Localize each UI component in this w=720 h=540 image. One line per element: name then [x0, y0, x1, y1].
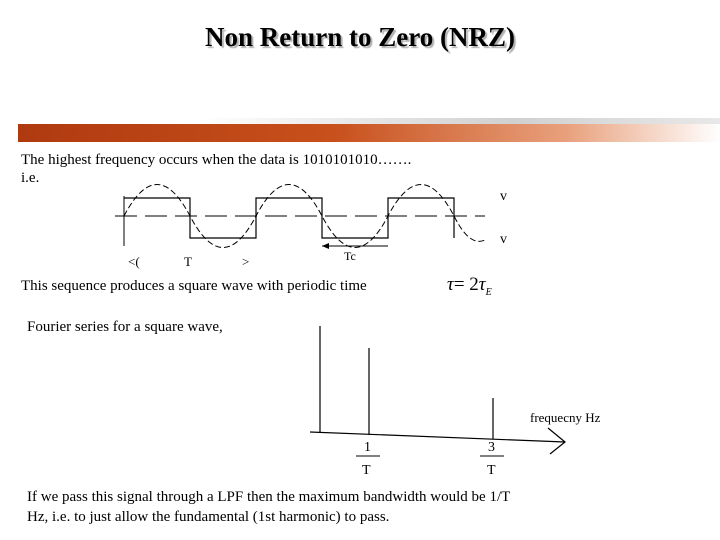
period-left-bracket: <( — [128, 254, 140, 269]
conclusion-line-1: If we pass this signal through a LPF then the maximum bandwidth would be 1/T — [27, 489, 511, 505]
period-formula — [447, 274, 492, 298]
v-bottom-label: v — [500, 232, 507, 247]
formula-sub: E — [485, 286, 492, 298]
spectrum-x-axis — [310, 432, 565, 442]
slide-title: Non Return to Zero (NRZ) — [205, 22, 515, 52]
intro-line: The highest frequency occurs when the data is 1010101010……. — [21, 152, 412, 168]
tc-arrowhead — [322, 243, 329, 249]
period-label: T — [184, 254, 192, 269]
tick1-denominator: T — [362, 463, 371, 478]
title-divider-bar — [18, 124, 720, 142]
v-top-label: v — [500, 189, 507, 204]
intro-ie: i.e. — [21, 170, 40, 186]
square-wave — [124, 198, 454, 238]
formula-rhs: τ — [478, 274, 486, 295]
sequence-text: This sequence produces a square wave with periodic time — [21, 278, 367, 294]
tick1-numerator: 1 — [364, 440, 371, 455]
spectrum-diagram — [300, 320, 640, 490]
tick2-denominator: T — [487, 463, 496, 478]
tick2-numerator: 3 — [488, 440, 495, 455]
tc-label: Tc — [344, 249, 356, 263]
nrz-waveform-diagram — [110, 180, 530, 272]
period-right-bracket: > — [242, 254, 250, 269]
fourier-text: Fourier series for a square wave, — [27, 319, 223, 335]
formula-eq: = 2 — [453, 274, 479, 295]
formula-lhs: τ — [447, 274, 454, 295]
conclusion-line-2: Hz, i.e. to just allow the fundamental (1st harmonic) to pass. — [27, 509, 390, 525]
frequency-axis-label: frequecny Hz — [530, 410, 601, 425]
